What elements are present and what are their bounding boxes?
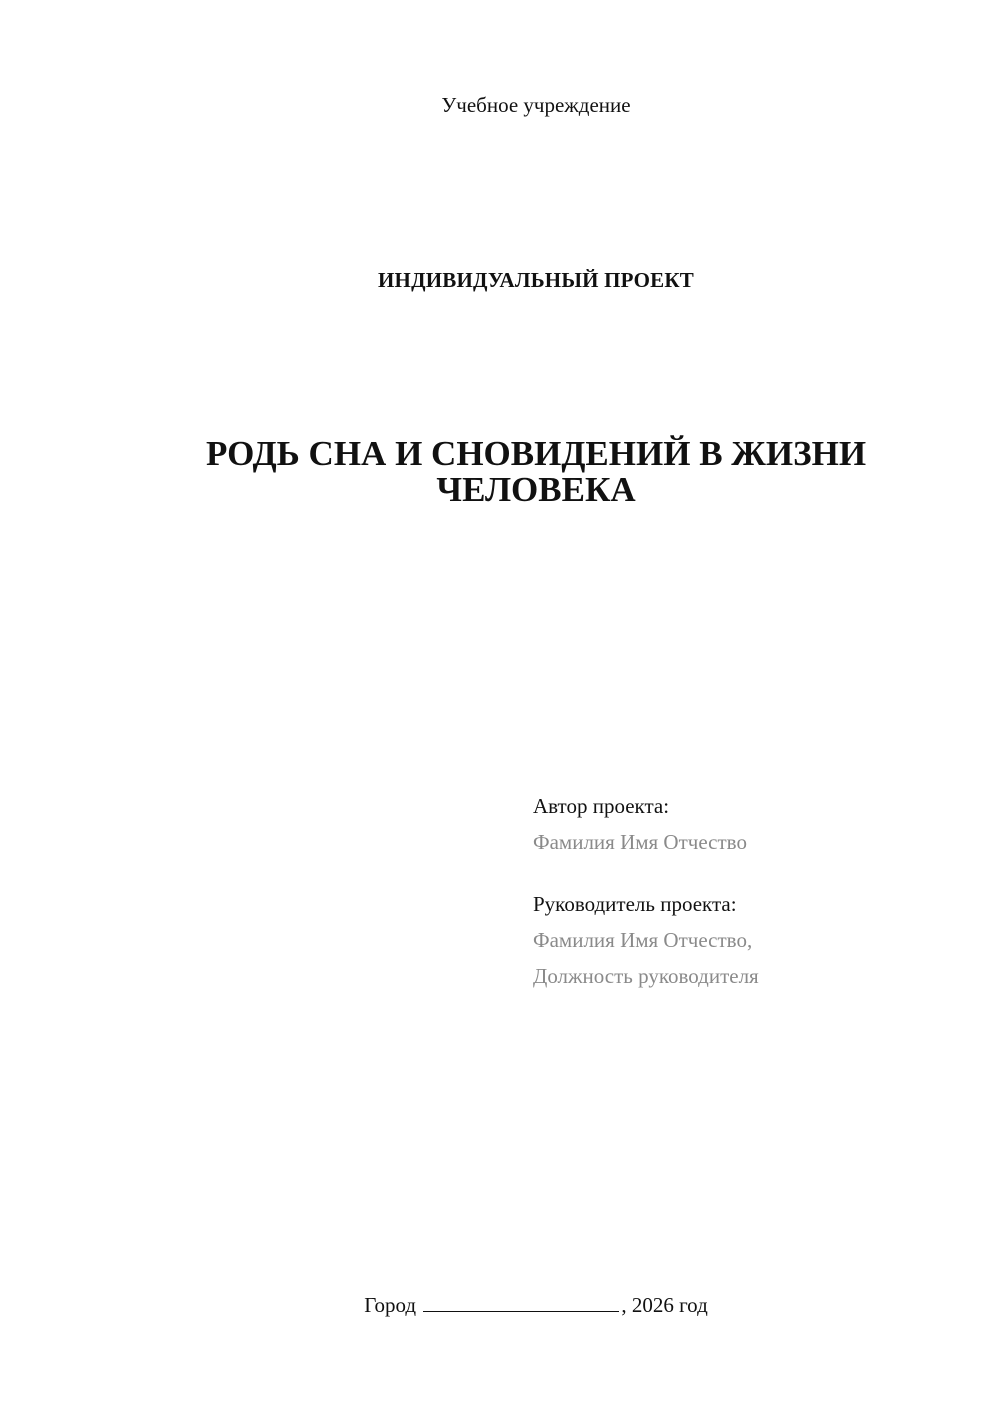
spacer <box>533 860 963 886</box>
institution-name: Учебное учреждение <box>441 93 631 117</box>
supervisor-label: Руководитель проекта: <box>533 892 737 916</box>
supervisor-position: Должность руководителя <box>533 964 759 988</box>
city-label: Город <box>364 1293 417 1317</box>
project-title <box>172 436 900 508</box>
project-title-line-2: ЧЕЛОВЕКА <box>436 470 636 509</box>
project-type-heading: ИНДИВИДУАЛЬНЫЙ ПРОЕКТ <box>378 268 694 292</box>
author-label: Автор проекта: <box>533 794 670 818</box>
supervisor-name: Фамилия Имя Отчество, <box>533 928 753 952</box>
project-title-line-1: РОДЬ СНА И СНОВИДЕНИЙ В ЖИЗНИ <box>205 434 867 473</box>
city-blank-line <box>423 1290 619 1312</box>
city-year-line <box>172 1290 900 1319</box>
author-name: Фамилия Имя Отчество <box>533 830 747 854</box>
people-block <box>533 788 963 994</box>
year-text: , 2026 год <box>621 1293 708 1317</box>
